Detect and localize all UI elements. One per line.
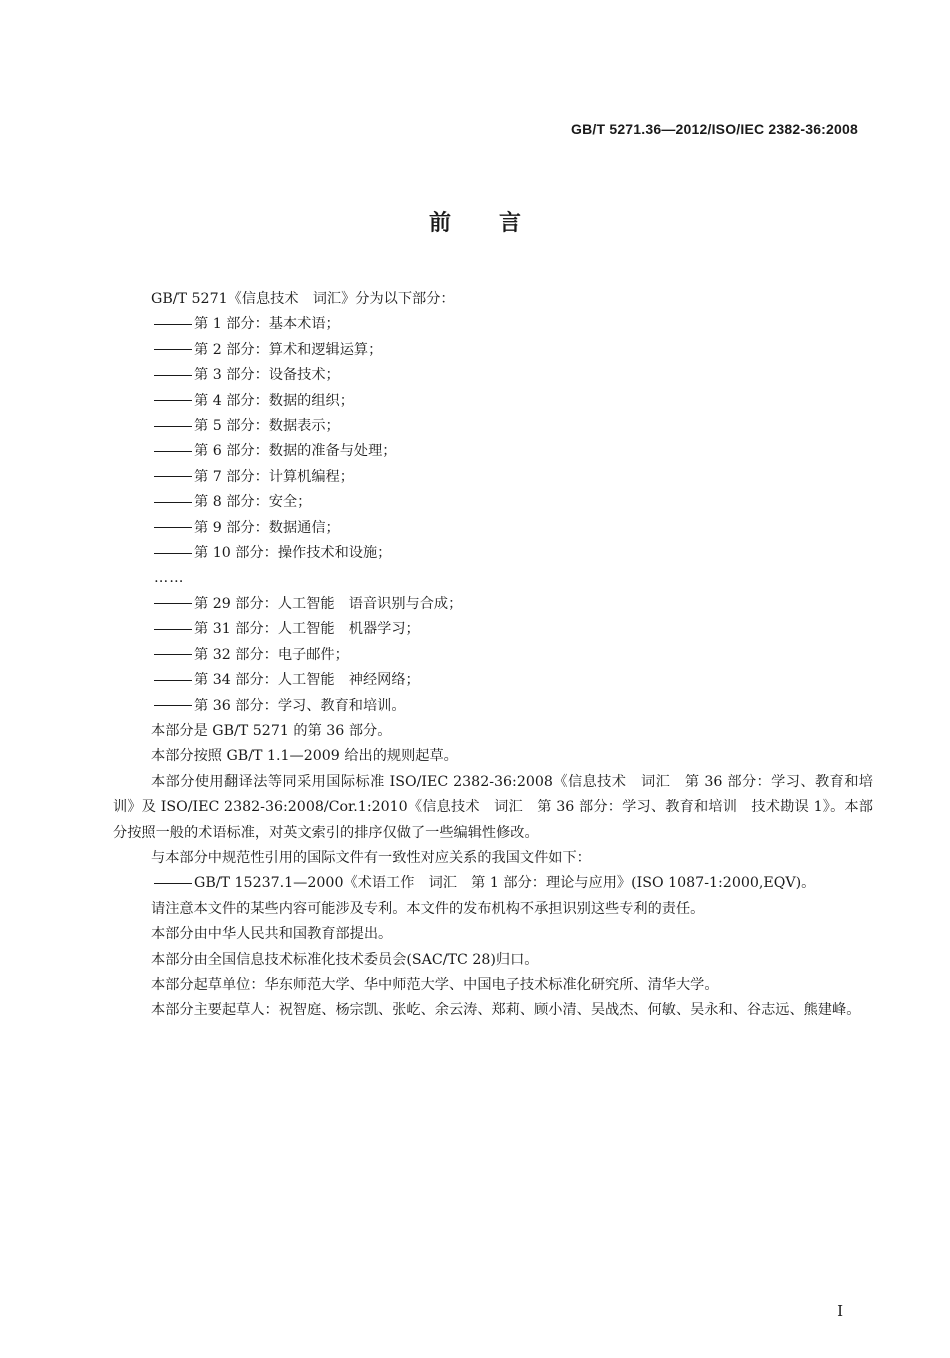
- list-item: 第 5 部分：数据表示；: [113, 414, 873, 439]
- standard-code-header: GB/T 5271.36—2012/ISO/IEC 2382-36:2008: [571, 121, 858, 137]
- list-item-reference: GB/T 15237.1—2000《术语工作 词汇 第 1 部分：理论与应用》(ISO 1087-1:2000,EQV)。: [113, 871, 873, 896]
- list-item: 第 2 部分：算术和逻辑运算；: [113, 338, 873, 363]
- paragraph-adoption: 本部分使用翻译法等同采用国际标准 ISO/IEC 2382-36:2008《信息技术 词汇 第 36 部分：学习、教育和培训》及 ISO/IEC 2382-36:2008/Cor.1:2010《信息技术 词汇 第 36 部分：学习、教育和培训 技术勘误 1》。本部分按照一般的术语标准，对英文索引的排序仅做了一些编辑性修改。: [113, 773, 873, 841]
- dash-mark: [154, 654, 192, 655]
- dash-mark: [154, 603, 192, 604]
- paragraph-references: 与本部分中规范性引用的国际文件有一致性对应关系的我国文件如下：: [151, 849, 591, 866]
- ellipsis: ……: [154, 570, 185, 587]
- list-item: 第 34 部分：人工智能 神经网络；: [113, 668, 873, 693]
- paragraph-proposed-by: 本部分由中华人民共和国教育部提出。: [151, 926, 393, 943]
- list-item: 第 8 部分：安全；: [113, 490, 873, 515]
- dash-mark: [154, 502, 192, 503]
- dash-mark: [154, 375, 192, 376]
- dash-mark: [154, 451, 192, 452]
- list-item: 第 7 部分：计算机编程；: [113, 465, 873, 490]
- dash-mark: [154, 553, 192, 554]
- list-item: 第 36 部分：学习、教育和培训。: [113, 694, 873, 719]
- paragraph-under-jurisdiction: 本部分由全国信息技术标准化技术委员会(SAC/TC 28)归口。: [151, 951, 539, 968]
- paragraph-drafting-units: 本部分起草单位：华东师范大学、华中师范大学、中国电子技术标准化研究所、清华大学。: [151, 976, 719, 993]
- dash-mark: [154, 400, 192, 401]
- dash-mark: [154, 349, 192, 350]
- paragraph-patent-notice: 请注意本文件的某些内容可能涉及专利。本文件的发布机构不承担识别这些专利的责任。: [151, 900, 705, 917]
- list-item: 第 29 部分：人工智能 语音识别与合成；: [113, 592, 873, 617]
- dash-mark: [154, 883, 192, 884]
- paragraph-drafting-rules: 本部分按照 GB/T 1.1—2009 给出的规则起草。: [151, 748, 458, 765]
- list-item: 第 6 部分：数据的准备与处理；: [113, 439, 873, 464]
- parts-list: [113, 312, 873, 719]
- list-item: 第 10 部分：操作技术和设施；: [113, 541, 873, 566]
- intro-paragraph: GB/T 5271《信息技术 词汇》分为以下部分：: [151, 291, 455, 307]
- dash-mark: [154, 476, 192, 477]
- list-item: 第 31 部分：人工智能 机器学习；: [113, 617, 873, 642]
- list-item: 第 4 部分：数据的组织；: [113, 389, 873, 414]
- foreword-body: [113, 287, 873, 1024]
- dash-mark: [154, 527, 192, 528]
- dash-mark: [154, 629, 192, 630]
- dash-mark: [154, 426, 192, 427]
- list-item: 第 32 部分：电子邮件；: [113, 643, 873, 668]
- list-item: 第 3 部分：设备技术；: [113, 363, 873, 388]
- page-number: I: [837, 1302, 843, 1320]
- paragraph-part-number: 本部分是 GB/T 5271 的第 36 部分。: [151, 722, 392, 739]
- list-item: 第 1 部分：基本术语；: [113, 312, 873, 337]
- dash-mark: [154, 324, 192, 325]
- paragraph-drafters: 本部分主要起草人：祝智庭、杨宗凯、张屹、余云涛、郑莉、顾小清、吴战杰、何敏、吴永和、谷志远、熊建峰。: [151, 1002, 861, 1019]
- list-item: 第 9 部分：数据通信；: [113, 516, 873, 541]
- dash-mark: [154, 680, 192, 681]
- page-title: 前言: [428, 211, 569, 236]
- dash-mark: [154, 705, 192, 706]
